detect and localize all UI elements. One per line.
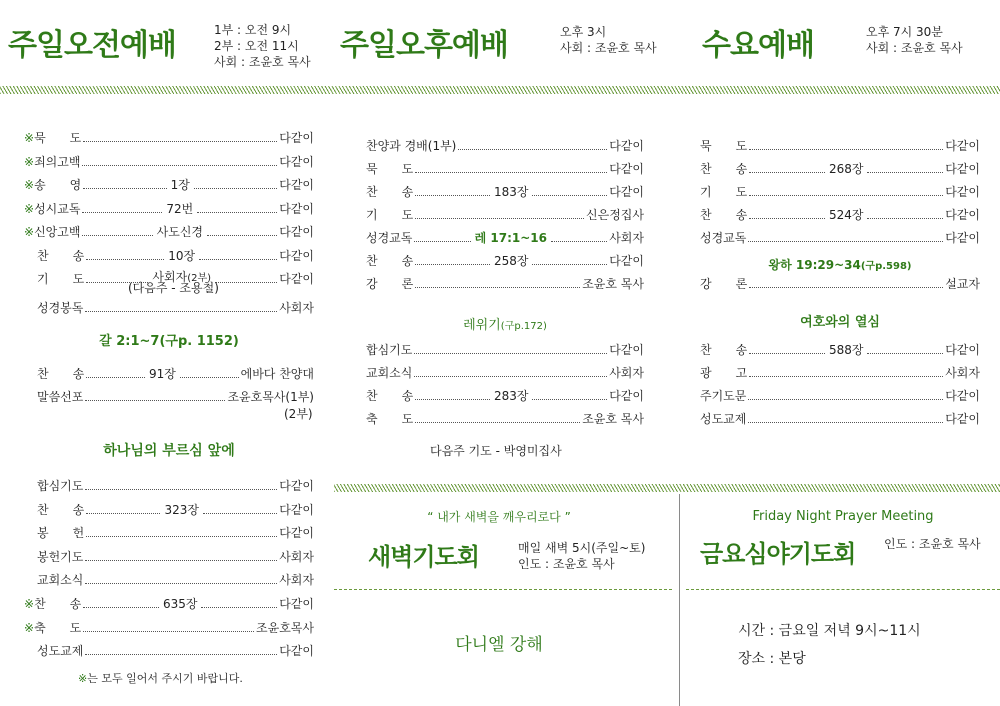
order-detail [827, 161, 866, 177]
leader-dots [207, 235, 277, 236]
order-label-text: 찬 송 [37, 502, 85, 517]
order-label [700, 365, 747, 381]
morning-service-title: 주일오전예배 [8, 28, 176, 63]
order-label-text: 신앙고백 [34, 225, 81, 239]
meta-line: 사회 : 조윤호 목사 [866, 41, 963, 55]
order-label [24, 502, 84, 518]
friday-dashed-divider [686, 589, 1000, 590]
order-row [366, 274, 644, 292]
leader-dots [194, 188, 277, 189]
star-mark: ※ [24, 154, 35, 169]
order-row [366, 409, 644, 427]
leader-dots [85, 583, 277, 584]
order-row [700, 159, 980, 177]
friday-leader: 인도 : 조윤호 목사 [884, 537, 981, 551]
order-label [366, 388, 413, 404]
order-label-text: 교회소식 [37, 573, 84, 588]
star-mark: ※ [24, 596, 35, 611]
order-row [24, 298, 314, 316]
order-role: 다같이 [279, 479, 314, 493]
order-label [366, 276, 413, 292]
standing-note-text: 는 모두 일어서 주시기 바랍니다. [87, 672, 243, 685]
order-row [24, 222, 314, 240]
order-role: 다같이 [945, 162, 980, 176]
order-label-text: 찬 송 [700, 208, 748, 222]
order-row [700, 274, 980, 292]
leader-dots [749, 218, 825, 219]
order-label [24, 643, 83, 659]
order-row [366, 363, 644, 381]
afternoon-service-title: 주일오후예배 [340, 28, 508, 63]
afternoon-book-ref: (구p.172) [500, 321, 547, 332]
order-role: 조윤호 목사 [582, 277, 644, 291]
afternoon-service-meta [560, 24, 657, 56]
order-label-text: 성경교독 [366, 231, 413, 245]
order-label-text: 찬 송 [366, 185, 414, 199]
order-label [24, 478, 83, 494]
leader-dots [180, 377, 239, 378]
order-role: 조윤호목사(1부) [227, 390, 314, 404]
star-mark: ※ [24, 201, 35, 216]
order-label [700, 342, 747, 358]
order-detail-text: 레 17:1~16 [474, 231, 547, 245]
order-label [24, 572, 83, 588]
order-label-text: 강 론 [366, 277, 414, 291]
leader-dots [749, 353, 825, 354]
order-role: 다같이 [945, 412, 980, 426]
order-role: 다같이 [609, 162, 644, 176]
leader-dots [197, 212, 277, 213]
order-label [24, 271, 84, 287]
morning-reading [24, 298, 314, 316]
order-detail-text: 72번 [166, 201, 194, 216]
order-row [24, 594, 314, 612]
morning-sermon-title: 하나님의 부르심 앞에 [103, 443, 235, 459]
leader-dots [86, 377, 145, 378]
order-detail-text: 183장 [493, 185, 529, 199]
wednesday-order-part2 [700, 340, 980, 432]
order-role: 설교자 [945, 277, 980, 291]
order-detail-text: 323장 [164, 502, 199, 517]
order-label [24, 224, 80, 240]
order-role: 다같이 [279, 178, 315, 192]
order-label [700, 411, 746, 427]
leader-dots [749, 287, 943, 288]
order-detail-text: 635장 [162, 596, 198, 611]
morning-order-part1 [24, 128, 314, 293]
order-label-text: 찬양과 경배(1부) [366, 139, 457, 153]
leader-dots [749, 376, 943, 377]
star-mark: ※ [78, 672, 88, 685]
leader-dots [749, 149, 943, 150]
leader-dots [748, 422, 943, 423]
leader-dots [85, 654, 277, 655]
order-label [24, 366, 84, 382]
header-divider [0, 86, 1000, 94]
leader-dots [85, 400, 225, 401]
order-label [366, 365, 412, 381]
order-label [366, 207, 413, 223]
order-row [366, 228, 644, 246]
order-detail [164, 201, 195, 217]
order-row [700, 363, 980, 381]
leader-dots [85, 560, 277, 561]
order-row [366, 386, 644, 404]
order-label-text: 성시교독 [34, 201, 81, 216]
leader-dots [85, 489, 277, 490]
bottom-divider [334, 484, 1000, 492]
leader-dots [82, 235, 152, 236]
meta-line: 매일 새벽 5시(주일~토) [518, 541, 646, 555]
order-label [24, 596, 81, 612]
order-label [366, 230, 412, 246]
order-detail-text: 사도신경 [156, 225, 204, 239]
dawn-prayer-meta [518, 540, 645, 572]
leader-dots [414, 376, 607, 377]
order-label [24, 201, 80, 217]
order-role: 신은정집사 [586, 208, 644, 222]
order-label-text: 묵 도 [34, 131, 82, 145]
order-row [24, 364, 314, 382]
order-row [24, 570, 314, 588]
order-label-text: 합심기도 [37, 479, 84, 493]
leader-dots [83, 141, 277, 142]
dawn-dashed-divider [334, 589, 672, 590]
order-label-text: 축 도 [366, 412, 414, 426]
order-row [700, 136, 980, 154]
order-row [24, 547, 314, 565]
star-mark: ※ [24, 131, 35, 145]
order-label-text: 기 도 [366, 208, 414, 222]
meta-line: 1부 : 오전 9시 [214, 23, 292, 37]
friday-subtitle: Friday Night Prayer Meeting [752, 509, 934, 524]
order-label [24, 525, 84, 541]
order-detail-text: 사회자 [152, 270, 188, 284]
order-label [366, 411, 413, 427]
order-label-text: 찬 송 [34, 596, 82, 611]
order-row [366, 159, 644, 177]
leader-dots [83, 631, 254, 632]
order-label [700, 388, 746, 404]
order-detail-small: (2부) [187, 273, 212, 284]
leader-dots [415, 399, 490, 400]
order-label-text: 성경교독 [700, 231, 747, 245]
standing-note [78, 670, 243, 686]
order-label [24, 389, 83, 405]
order-label-text: 봉 헌 [37, 526, 85, 541]
order-row [366, 251, 644, 269]
leader-dots [415, 172, 607, 173]
friday-place: 장소 : 본당 [738, 651, 806, 667]
order-label [366, 184, 413, 200]
order-role: 다같이 [279, 225, 314, 239]
order-label-text: 묵 도 [366, 162, 414, 176]
prayer-next-week: (다음주 - 조용철) [128, 281, 219, 295]
order-detail [155, 224, 205, 240]
order-detail [827, 207, 866, 223]
order-detail-text: 524장 [828, 208, 864, 222]
order-detail [161, 596, 200, 612]
order-detail-text: 1장 [170, 178, 190, 192]
meta-line: 사회 : 조윤호 목사 [560, 41, 657, 55]
leader-dots [415, 195, 490, 196]
bottom-vertical-divider [679, 494, 680, 706]
dawn-prayer-title: 새벽기도회 [368, 543, 479, 571]
order-role: 다같이 [279, 201, 314, 216]
order-role: 사회자 [279, 549, 314, 564]
order-role: 조윤호목사 [256, 620, 314, 635]
order-row [700, 409, 980, 427]
leader-dots [532, 195, 607, 196]
order-detail [473, 230, 549, 246]
afternoon-next-prayer: 다음주 기도 - 박영미집사 [430, 444, 562, 458]
order-label [24, 130, 81, 146]
leader-dots [458, 149, 607, 150]
order-role: 에바다 찬양대 [240, 367, 314, 381]
order-label-text: 주기도문 [700, 389, 747, 403]
order-role: 다같이 [279, 154, 314, 169]
wednesday-sermon-row [700, 274, 980, 292]
leader-dots [867, 353, 943, 354]
order-label-text: 축 도 [34, 620, 82, 635]
leader-dots [414, 353, 607, 354]
star-mark: ※ [24, 178, 35, 192]
order-row [700, 228, 980, 246]
order-detail [492, 388, 531, 404]
leader-dots [551, 241, 607, 242]
order-detail-text: 91장 [148, 367, 176, 381]
order-row [24, 199, 314, 217]
order-label-text: 송 영 [34, 178, 82, 192]
order-detail-text: 10장 [168, 248, 196, 263]
wednesday-service-title: 수요예배 [702, 28, 814, 63]
leader-dots [415, 218, 584, 219]
morning-service-meta [214, 22, 311, 70]
order-label-text: 찬 송 [366, 254, 414, 268]
order-row [24, 476, 314, 494]
afternoon-order-part2 [366, 340, 644, 432]
order-detail [166, 248, 197, 264]
order-label-text: 교회소식 [366, 366, 413, 380]
order-label [700, 161, 747, 177]
order-role: 다같이 [609, 185, 644, 199]
order-detail [827, 342, 866, 358]
afternoon-sermon-title [366, 314, 644, 333]
order-detail [492, 253, 531, 269]
dawn-topic: 다니엘 강해 [455, 635, 543, 655]
order-row [24, 152, 314, 170]
leader-dots [215, 282, 277, 283]
order-role: 사회자 [945, 366, 980, 380]
order-label-text: 광 고 [700, 366, 748, 380]
order-role: 사회자 [279, 573, 314, 588]
leader-dots [749, 195, 943, 196]
order-label-text: 찬 송 [37, 248, 85, 263]
order-label: 성경봉독 [37, 301, 84, 315]
friday-prayer-title: 금요심야기도회 [700, 540, 856, 568]
order-detail-text: 268장 [828, 162, 864, 176]
order-row [366, 136, 644, 154]
order-label-text: 죄의고백 [34, 154, 81, 169]
order-row [24, 500, 314, 518]
order-label-text: 찬 송 [700, 162, 748, 176]
order-role: 다같이 [279, 248, 314, 263]
order-label-text: 말씀선포 [37, 390, 84, 404]
order-role: 다같이 [945, 231, 980, 245]
order-role: 다같이 [945, 343, 980, 357]
wednesday-order-part1 [700, 136, 980, 251]
order-detail-text: 258장 [493, 254, 529, 268]
order-row [24, 618, 314, 636]
order-row [366, 340, 644, 358]
order-row [24, 641, 314, 659]
order-label [366, 253, 413, 269]
order-label [700, 138, 747, 154]
order-row [24, 246, 314, 264]
order-detail [147, 366, 178, 382]
order-label-text: 성도교제 [700, 412, 747, 426]
order-role: 다같이 [279, 596, 314, 611]
order-row [700, 340, 980, 358]
star-mark: ※ [24, 225, 35, 239]
morning-scripture: 갈 2:1~7(구p. 1152) [99, 334, 239, 349]
leader-dots [86, 513, 160, 514]
wednesday-service-meta [866, 24, 963, 56]
order-detail [162, 502, 201, 518]
order-role: 다같이 [279, 272, 315, 286]
order-role: 다같이 [279, 644, 314, 659]
order-role: 다같이 [609, 343, 644, 357]
order-label [366, 138, 456, 154]
leader-dots [85, 311, 277, 312]
leader-dots [203, 513, 277, 514]
wednesday-scripture-text: 왕하 19:29~34 [768, 258, 861, 272]
morning-order-part2 [24, 364, 314, 410]
order-detail-text: 283장 [493, 389, 529, 403]
order-role: 다같이 [609, 139, 644, 153]
order-role: 다같이 [279, 131, 314, 145]
meta-line: 오후 7시 30분 [866, 25, 943, 39]
order-role: 다같이 [279, 526, 314, 541]
leader-dots [201, 607, 277, 608]
meta-line: 사회 : 조윤호 목사 [214, 55, 311, 69]
leader-dots [867, 218, 943, 219]
order-label-text: 찬 송 [366, 389, 414, 403]
order-detail [492, 184, 531, 200]
order-label [24, 177, 81, 193]
order-label [24, 248, 84, 264]
order-row [700, 182, 980, 200]
order-row [24, 175, 314, 193]
order-role: 다같이 [945, 139, 980, 153]
friday-time: 시간 : 금요일 저녁 9시~11시 [738, 623, 921, 639]
order-label [700, 184, 747, 200]
order-label-text: 봉헌기도 [37, 549, 84, 564]
morning-order-part3 [24, 476, 314, 665]
meta-line: 2부 : 오전 11시 [214, 39, 299, 53]
leader-dots [83, 607, 159, 608]
order-row [366, 182, 644, 200]
order-label [700, 207, 747, 223]
leader-dots [82, 212, 162, 213]
order-role: 다같이 [945, 389, 980, 403]
wednesday-sermon-title: 여호와의 열심 [800, 315, 880, 330]
order-label-text: 합심기도 [366, 343, 413, 357]
order-row [366, 205, 644, 223]
second-service-note: (2부) [284, 407, 313, 421]
order-label [366, 161, 413, 177]
leader-dots [748, 399, 943, 400]
star-mark: ※ [24, 620, 35, 635]
order-role: 사회자 [279, 301, 314, 315]
leader-dots [82, 165, 277, 166]
order-label [366, 342, 412, 358]
order-row [700, 205, 980, 223]
order-label [700, 230, 746, 246]
leader-dots [748, 241, 943, 242]
order-label [24, 549, 83, 565]
order-label-text: 기 도 [37, 272, 85, 286]
leader-dots [532, 264, 607, 265]
wednesday-scripture [700, 256, 980, 273]
order-role: 다같이 [279, 502, 314, 517]
order-label-text: 찬 송 [37, 367, 85, 381]
order-role: 다같이 [609, 254, 644, 268]
order-role: 사회자 [609, 231, 644, 245]
leader-dots [415, 422, 580, 423]
order-label-text: 찬 송 [700, 343, 748, 357]
order-role: 다같이 [609, 389, 644, 403]
leader-dots [415, 287, 580, 288]
leader-dots [199, 259, 277, 260]
order-label [24, 154, 80, 170]
order-label [24, 620, 81, 636]
order-role: 사회자 [609, 366, 644, 380]
order-row [24, 387, 314, 405]
order-label: 강 론 [700, 277, 748, 291]
order-detail-text: 588장 [828, 343, 864, 357]
leader-dots [749, 172, 825, 173]
order-row [24, 128, 314, 146]
leader-dots [867, 172, 943, 173]
afternoon-order-part1 [366, 136, 644, 297]
leader-dots [532, 399, 607, 400]
order-row [700, 386, 980, 404]
leader-dots [83, 188, 166, 189]
leader-dots [414, 241, 470, 242]
wednesday-scripture-ref: (구p.598) [860, 261, 912, 272]
meta-line: 오후 3시 [560, 25, 607, 39]
order-role: 조윤호 목사 [582, 412, 644, 426]
order-label-text: 묵 도 [700, 139, 748, 153]
order-detail [169, 177, 192, 193]
leader-dots [86, 259, 164, 260]
leader-dots [415, 264, 490, 265]
order-row [24, 523, 314, 541]
order-label-text: 성도교제 [37, 644, 84, 659]
leader-dots [86, 536, 277, 537]
order-role: 다같이 [945, 208, 980, 222]
meta-line: 인도 : 조윤호 목사 [518, 557, 615, 571]
afternoon-book: 레위기 [463, 318, 501, 333]
order-role: 다같이 [945, 185, 980, 199]
order-label-text: 기 도 [700, 185, 748, 199]
dawn-quote: “ 내가 새벽을 깨우리로다 ” [427, 510, 571, 524]
